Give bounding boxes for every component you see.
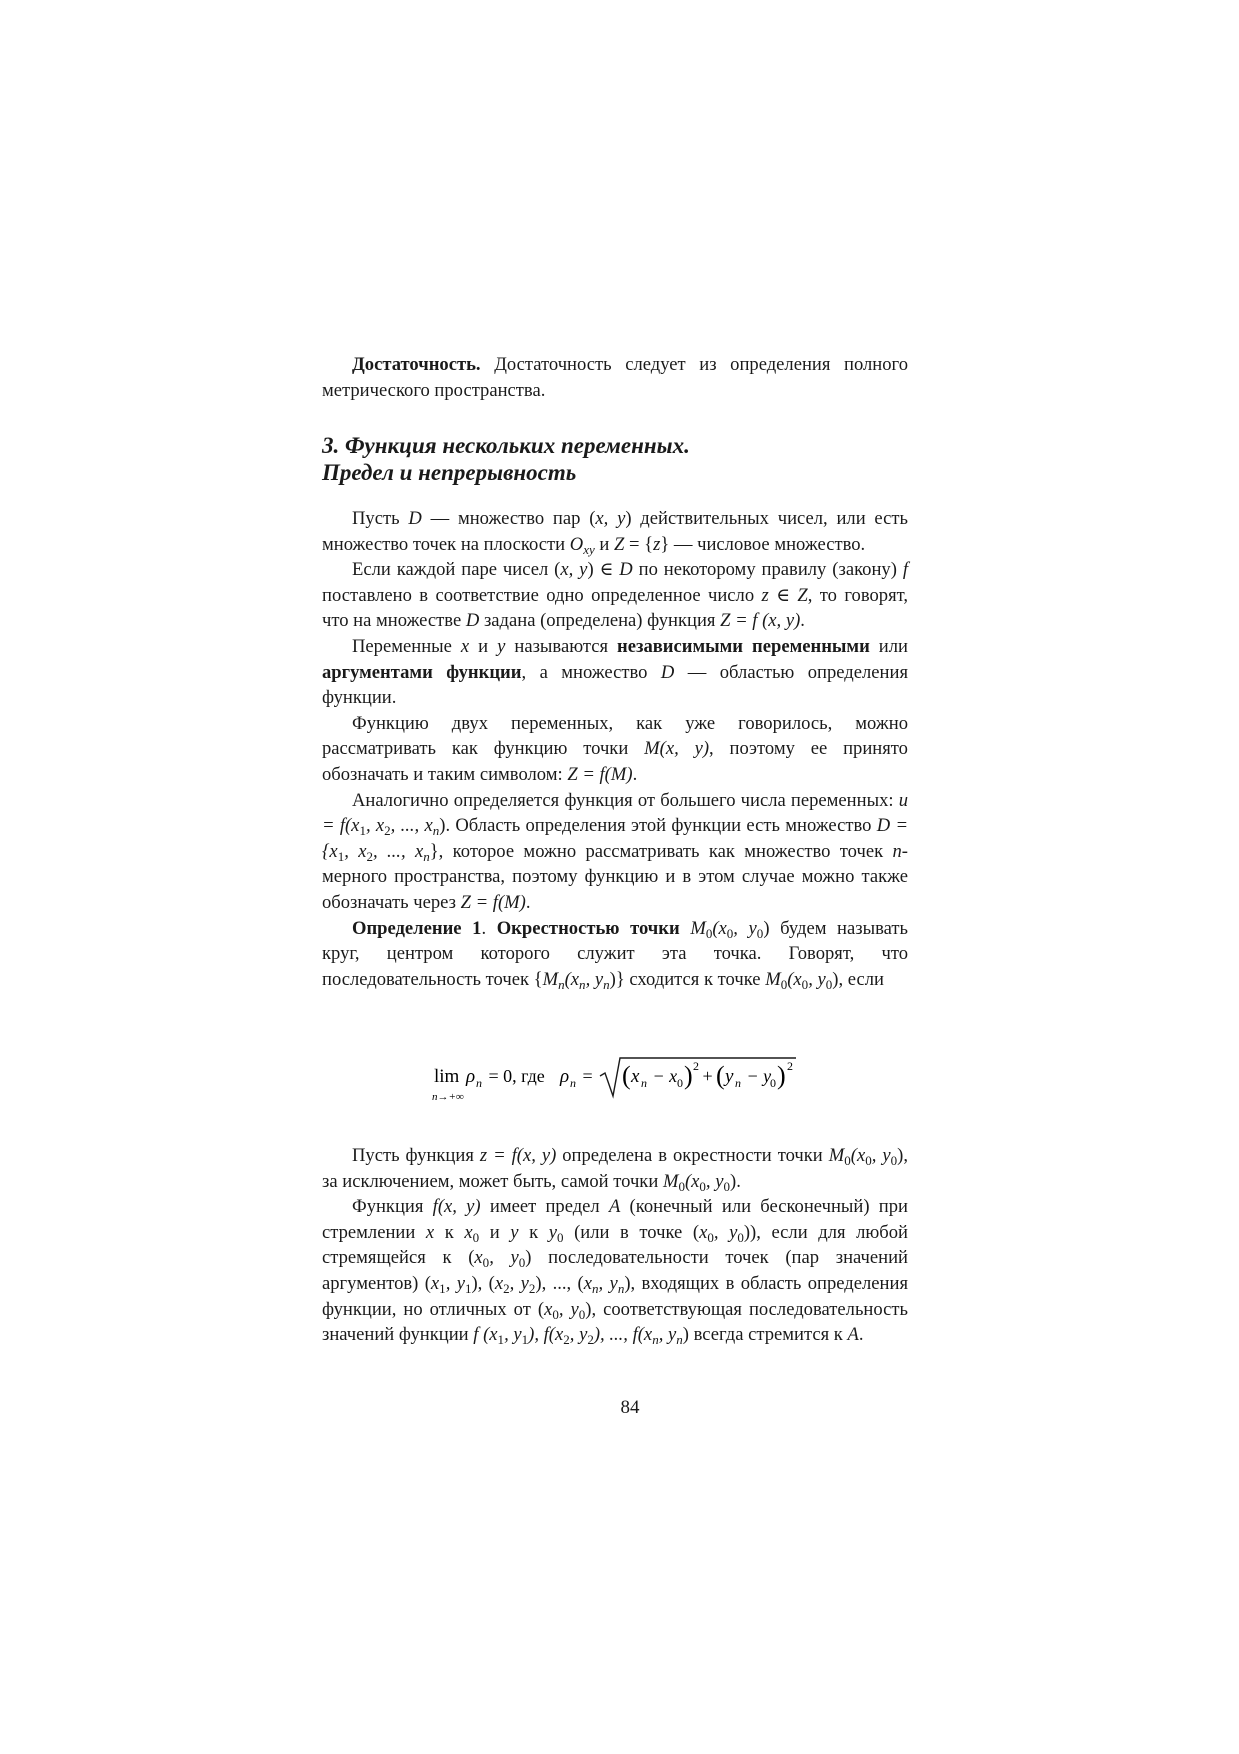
paragraph-limit-definition: Функция f(x, y) имеет предел A (конечный или бесконечный) при стремлении x к $x_0$ и y к $y_0$ (или в точке ($x_0$, $y_0$)), если для любой стремящейся к ($x_0$, $y_0$) последовательности точек (пар значений аргументов) ($x_1$, $y_1$), ($x_2$, $y_2$), ..., ($x_n$, $y_n$), входящих в область определения функции, но отличных от ($x_0$, $y_0$), соответствующая последовательность значений функции f ($x_1$, $y_1$), $f(x_2$, $y_2$), ..., $f(x_n$, $y_n$) всегда стремится к A. [322, 1196, 909, 1348]
svg-text:=: = [578, 1066, 598, 1086]
paragraph-sufficiency: Достаточность. Достаточность следует из определения полного метрического пространства. [322, 354, 908, 401]
section-body [322, 506, 908, 992]
svg-text:0: 0 [770, 1076, 776, 1090]
svg-text:ρ: ρ [560, 1066, 570, 1087]
svg-text:2: 2 [787, 1059, 793, 1073]
svg-text:+: + [698, 1066, 718, 1086]
paragraph-many-variables: Аналогично определяется функция от большего числа переменных: $u = f(x_1$, $x_2$, ..., $x_n$). Область определения этой функции есть множество $D = \{x_1$, $x_2$, ..., $x_n$}, которое можно рассматривать как множество точек n-мерного пространства, поэтому функцию и в этом случае можно также обозначать через Z = f(M). [322, 789, 908, 913]
term-function-arguments: аргументами функции [322, 661, 522, 683]
paragraph-independent-variables: Переменные x и y называются независимыми переменными или аргументами функции, а множество D — областью определения функции. [322, 635, 908, 709]
paragraph-function-definition: Если каждой паре чисел (x, y) ∈ D по некоторому правилу (закону) f поставлено в соответствие одно определенное число z ∈ Z, то говорят, что на множестве D задана (определена) функция Z = f (x, y). [322, 559, 908, 632]
paragraph-set-d: Пусть D — множество пар (x, y) действительных чисел, или есть множество точек на плоскости $O_{xy}$ и Z = {z} — числовое множество. [322, 508, 909, 557]
term-sufficiency: Достаточность. [352, 354, 481, 375]
svg-text:n: n [735, 1076, 741, 1090]
page-number: 84 [620, 1397, 640, 1418]
svg-text:y: y [725, 1066, 734, 1087]
svg-text:(: ( [716, 1061, 725, 1090]
svg-text:− y: − y [742, 1066, 772, 1086]
lim-symbol: lim [434, 1066, 460, 1087]
limit-formula [430, 1052, 830, 1108]
heading-line-2: Предел и непрерывность [322, 460, 577, 485]
svg-text:n: n [641, 1076, 647, 1090]
section-body-continued [322, 1143, 908, 1348]
svg-text:2: 2 [693, 1059, 699, 1073]
lim-subscript: n→+∞ [432, 1091, 464, 1103]
svg-text:ρ: ρ [466, 1066, 476, 1087]
section-heading [322, 432, 908, 486]
paragraph-function-in-neighborhood: Пусть функция z = f(x, y) определена в окрестности точки $M_0(x_0$, $y_0$), за исключением, может быть, самой точки $M_0(x_0$, $y_0$). [322, 1145, 908, 1194]
svg-text:n: n [476, 1076, 482, 1090]
svg-text:(: ( [622, 1061, 631, 1090]
svg-text:n: n [570, 1076, 576, 1090]
definition-label: Определение 1 [352, 917, 482, 939]
svg-text:0: 0 [677, 1076, 683, 1090]
svg-text:): ) [777, 1061, 786, 1090]
svg-text:= 0, где: = 0, где [484, 1066, 550, 1086]
limit-formula-svg [430, 1052, 830, 1108]
svg-text:− x: − x [648, 1066, 678, 1086]
term-independent-variables: независимыми переменными [617, 635, 870, 657]
heading-line-1: 3. Функция нескольких переменных. [322, 433, 690, 458]
svg-text:): ) [684, 1061, 693, 1090]
paragraph-definition-1: Определение 1. Окрестностью точки $M_0(x_0$, $y_0$) будем называть круг, центром которого служит эта точка. Говорят, что последовательность точек {$M_n(x_n$, $y_n$)} сходится к точке $M_0(x_0$, $y_0$), если [322, 917, 909, 992]
svg-text:x: x [631, 1066, 640, 1087]
term-neighborhood: Окрестностью точки [496, 917, 680, 939]
paragraph-point-function: Функцию двух переменных, как уже говорилось, можно рассматривать как функцию точки M(x, y), поэтому ее принято обозначать и таким символом: Z = f(M). [322, 712, 908, 785]
